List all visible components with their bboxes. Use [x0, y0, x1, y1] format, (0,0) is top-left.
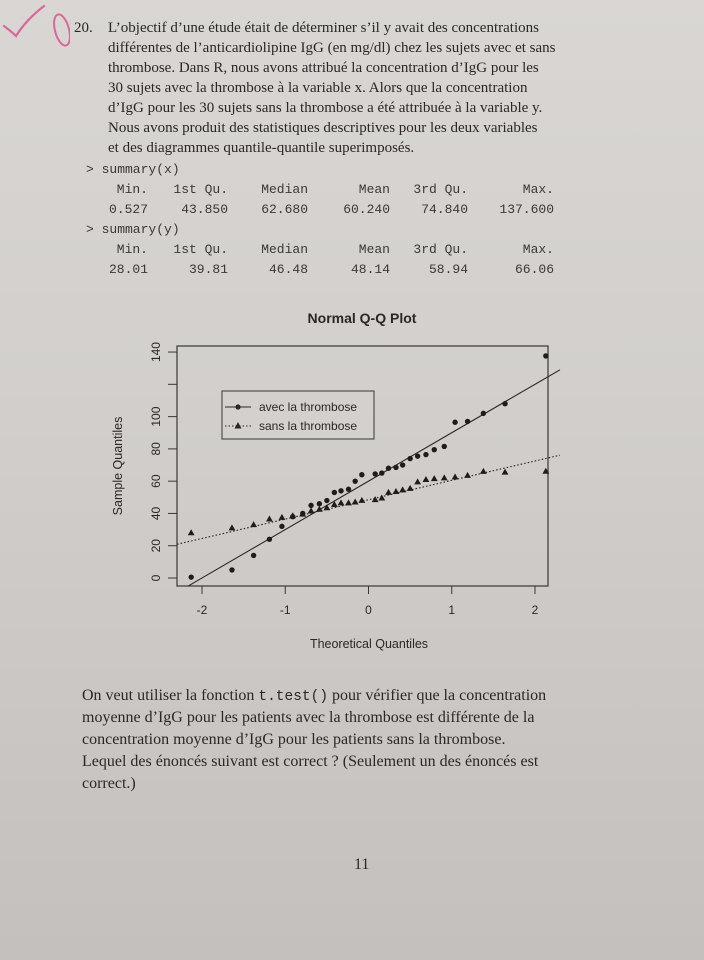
x-axis-label: Theoretical Quantiles: [309, 637, 429, 651]
x-min: 0.527: [108, 202, 148, 217]
x-tick-label: -1: [279, 603, 291, 617]
header-q1: 1st Qu.: [173, 242, 228, 257]
summary-y-headers: [86, 240, 586, 260]
header-median: Median: [261, 242, 308, 257]
intro-line: 30 sujets avec la thrombose à la variable x. Alors que la concentration: [108, 80, 528, 96]
header-q1: 1st Qu.: [173, 182, 228, 197]
point-avec: [229, 567, 234, 572]
intro-line: Nous avons produit des statistiques descriptives pour les deux variables: [108, 120, 538, 136]
plot-frame: [177, 346, 548, 586]
point-sans: [345, 499, 352, 505]
prompt-line: Lequel des énoncés suivant est correct ? (Seulement un des énoncés est: [82, 753, 539, 770]
y-axis: [149, 342, 177, 582]
circle-annotation-icon: [51, 13, 70, 48]
x-tick-label: -2: [196, 603, 208, 617]
y-q1: 39.81: [188, 262, 228, 277]
point-avec: [432, 447, 437, 452]
y-tick-label: 60: [149, 474, 163, 488]
header-median: Median: [261, 182, 308, 197]
point-sans: [480, 468, 487, 474]
point-avec: [543, 353, 548, 358]
t-test-code: t.test(): [258, 689, 329, 705]
prompt-text: pour vérifier que la concentration: [328, 687, 547, 704]
point-sans: [358, 497, 365, 503]
header-max: Max.: [522, 242, 554, 257]
y-median: 46.48: [268, 262, 308, 277]
summary-x-headers: [86, 180, 586, 200]
y-min: 28.01: [108, 262, 148, 277]
point-avec: [465, 419, 470, 424]
point-sans: [250, 521, 257, 527]
x-median: 62.680: [261, 202, 308, 217]
point-sans: [229, 524, 236, 530]
point-avec: [308, 503, 313, 508]
chart-title: Normal Q-Q Plot: [307, 310, 417, 326]
point-sans: [266, 515, 273, 521]
header-min: Min.: [116, 242, 148, 257]
point-sans: [393, 488, 400, 494]
legend: [222, 391, 374, 439]
point-avec: [267, 537, 272, 542]
x-tick-label: 0: [365, 603, 372, 617]
point-avec: [251, 553, 256, 558]
x-q3: 74.840: [421, 202, 468, 217]
point-avec: [188, 574, 193, 579]
y-tick-label: 20: [149, 539, 163, 553]
point-avec: [279, 524, 284, 529]
data-points: [188, 353, 549, 580]
header-q3: 3rd Qu.: [413, 242, 468, 257]
point-sans: [378, 495, 385, 501]
intro-line: d’IgG pour les 30 sujets sans la thrombose a été attribuée à la variable y.: [108, 100, 543, 116]
point-avec: [452, 420, 457, 425]
x-q1: 43.850: [181, 202, 228, 217]
point-sans: [464, 472, 471, 478]
prompt-line: moyenne d’IgG pour les patients avec la thrombose est différente de la: [82, 709, 535, 726]
x-mean: 60.240: [343, 202, 390, 217]
point-avec: [359, 472, 364, 477]
header-mean: Mean: [358, 182, 390, 197]
header-mean: Mean: [358, 242, 390, 257]
intro-line: différentes de l’anticardiolipine IgG (en mg/dl) chez les sujets avec et sans: [108, 40, 556, 56]
point-avec: [400, 462, 405, 467]
summary-y-values: [86, 260, 586, 280]
point-sans: [441, 474, 448, 480]
r-summary-output: [86, 160, 586, 280]
point-avec: [442, 444, 447, 449]
qq-plot-svg: [0, 300, 704, 660]
point-sans: [352, 499, 359, 505]
prompt-line: concentration moyenne d’IgG pour les patients sans la thrombose.: [82, 731, 506, 748]
point-sans: [188, 529, 195, 535]
question-number: 20.: [74, 20, 93, 36]
point-sans: [279, 514, 286, 520]
x-axis: [197, 586, 539, 617]
point-sans: [289, 512, 296, 518]
prompt-line: correct.): [82, 775, 136, 792]
r-command-summary-y: > summary(y): [86, 222, 180, 237]
y-mean: 48.14: [350, 262, 390, 277]
header-q3: 3rd Qu.: [413, 182, 468, 197]
point-sans: [407, 485, 414, 491]
point-avec: [379, 470, 384, 475]
check-mark-icon: [4, 6, 44, 36]
point-sans: [308, 507, 315, 513]
y-tick-label: 0: [149, 574, 163, 582]
x-tick-label: 2: [531, 603, 539, 617]
intro-line: L’objectif d’une étude était de déterminer s’il y avait des concentrations: [108, 20, 539, 36]
point-sans: [452, 474, 459, 480]
legend-circle-marker-icon: [235, 404, 240, 409]
point-sans: [372, 496, 379, 502]
intro-line: thrombose. Dans R, nous avons attribué la concentration d’IgG pour les: [108, 60, 539, 76]
point-avec: [415, 453, 420, 458]
point-sans: [502, 469, 509, 475]
point-avec: [372, 471, 377, 476]
point-sans: [414, 478, 421, 484]
prompt-text: On veut utiliser la fonction: [82, 687, 259, 704]
point-avec: [502, 401, 507, 406]
y-q3: 58.94: [428, 262, 468, 277]
point-avec: [346, 487, 351, 492]
y-tick-label: 100: [149, 406, 163, 427]
point-sans: [399, 486, 406, 492]
summary-x-values: [86, 200, 586, 220]
point-avec: [324, 498, 329, 503]
y-tick-label: 40: [149, 506, 163, 521]
header-max: Max.: [522, 182, 554, 197]
x-tick-label: 1: [448, 603, 456, 617]
r-command-summary-x: > summary(x): [86, 162, 180, 177]
point-sans: [431, 475, 438, 481]
check-mark-annotation: [0, 0, 70, 60]
x-max: 137.600: [499, 202, 554, 217]
point-avec: [393, 465, 398, 470]
point-sans: [423, 476, 430, 482]
intro-line: et des diagrammes quantile-quantile superimposés.: [108, 140, 415, 156]
point-sans: [338, 499, 345, 505]
point-avec: [481, 411, 486, 416]
point-sans: [385, 489, 392, 495]
point-avec: [338, 488, 343, 493]
y-axis-label: Sample Quantiles: [111, 416, 125, 516]
page-number: 11: [354, 856, 370, 873]
point-avec: [423, 452, 428, 457]
y-max: 66.06: [514, 262, 554, 277]
qq-plot-figure: [0, 300, 704, 660]
y-tick-label: 140: [149, 342, 163, 363]
question-intro: [108, 18, 628, 158]
point-avec: [317, 501, 322, 506]
qq-line-sans: [177, 455, 560, 544]
question-prompt: [82, 685, 682, 795]
point-avec: [386, 466, 391, 471]
y-tick-label: 80: [149, 442, 163, 456]
legend-label-sans: sans la thrombose: [259, 419, 358, 433]
point-avec: [407, 456, 412, 461]
point-avec: [352, 478, 357, 483]
legend-label-avec: avec la thrombose: [259, 400, 358, 414]
header-min: Min.: [116, 182, 148, 197]
point-avec: [332, 490, 337, 495]
prompt-line: [82, 685, 682, 707]
